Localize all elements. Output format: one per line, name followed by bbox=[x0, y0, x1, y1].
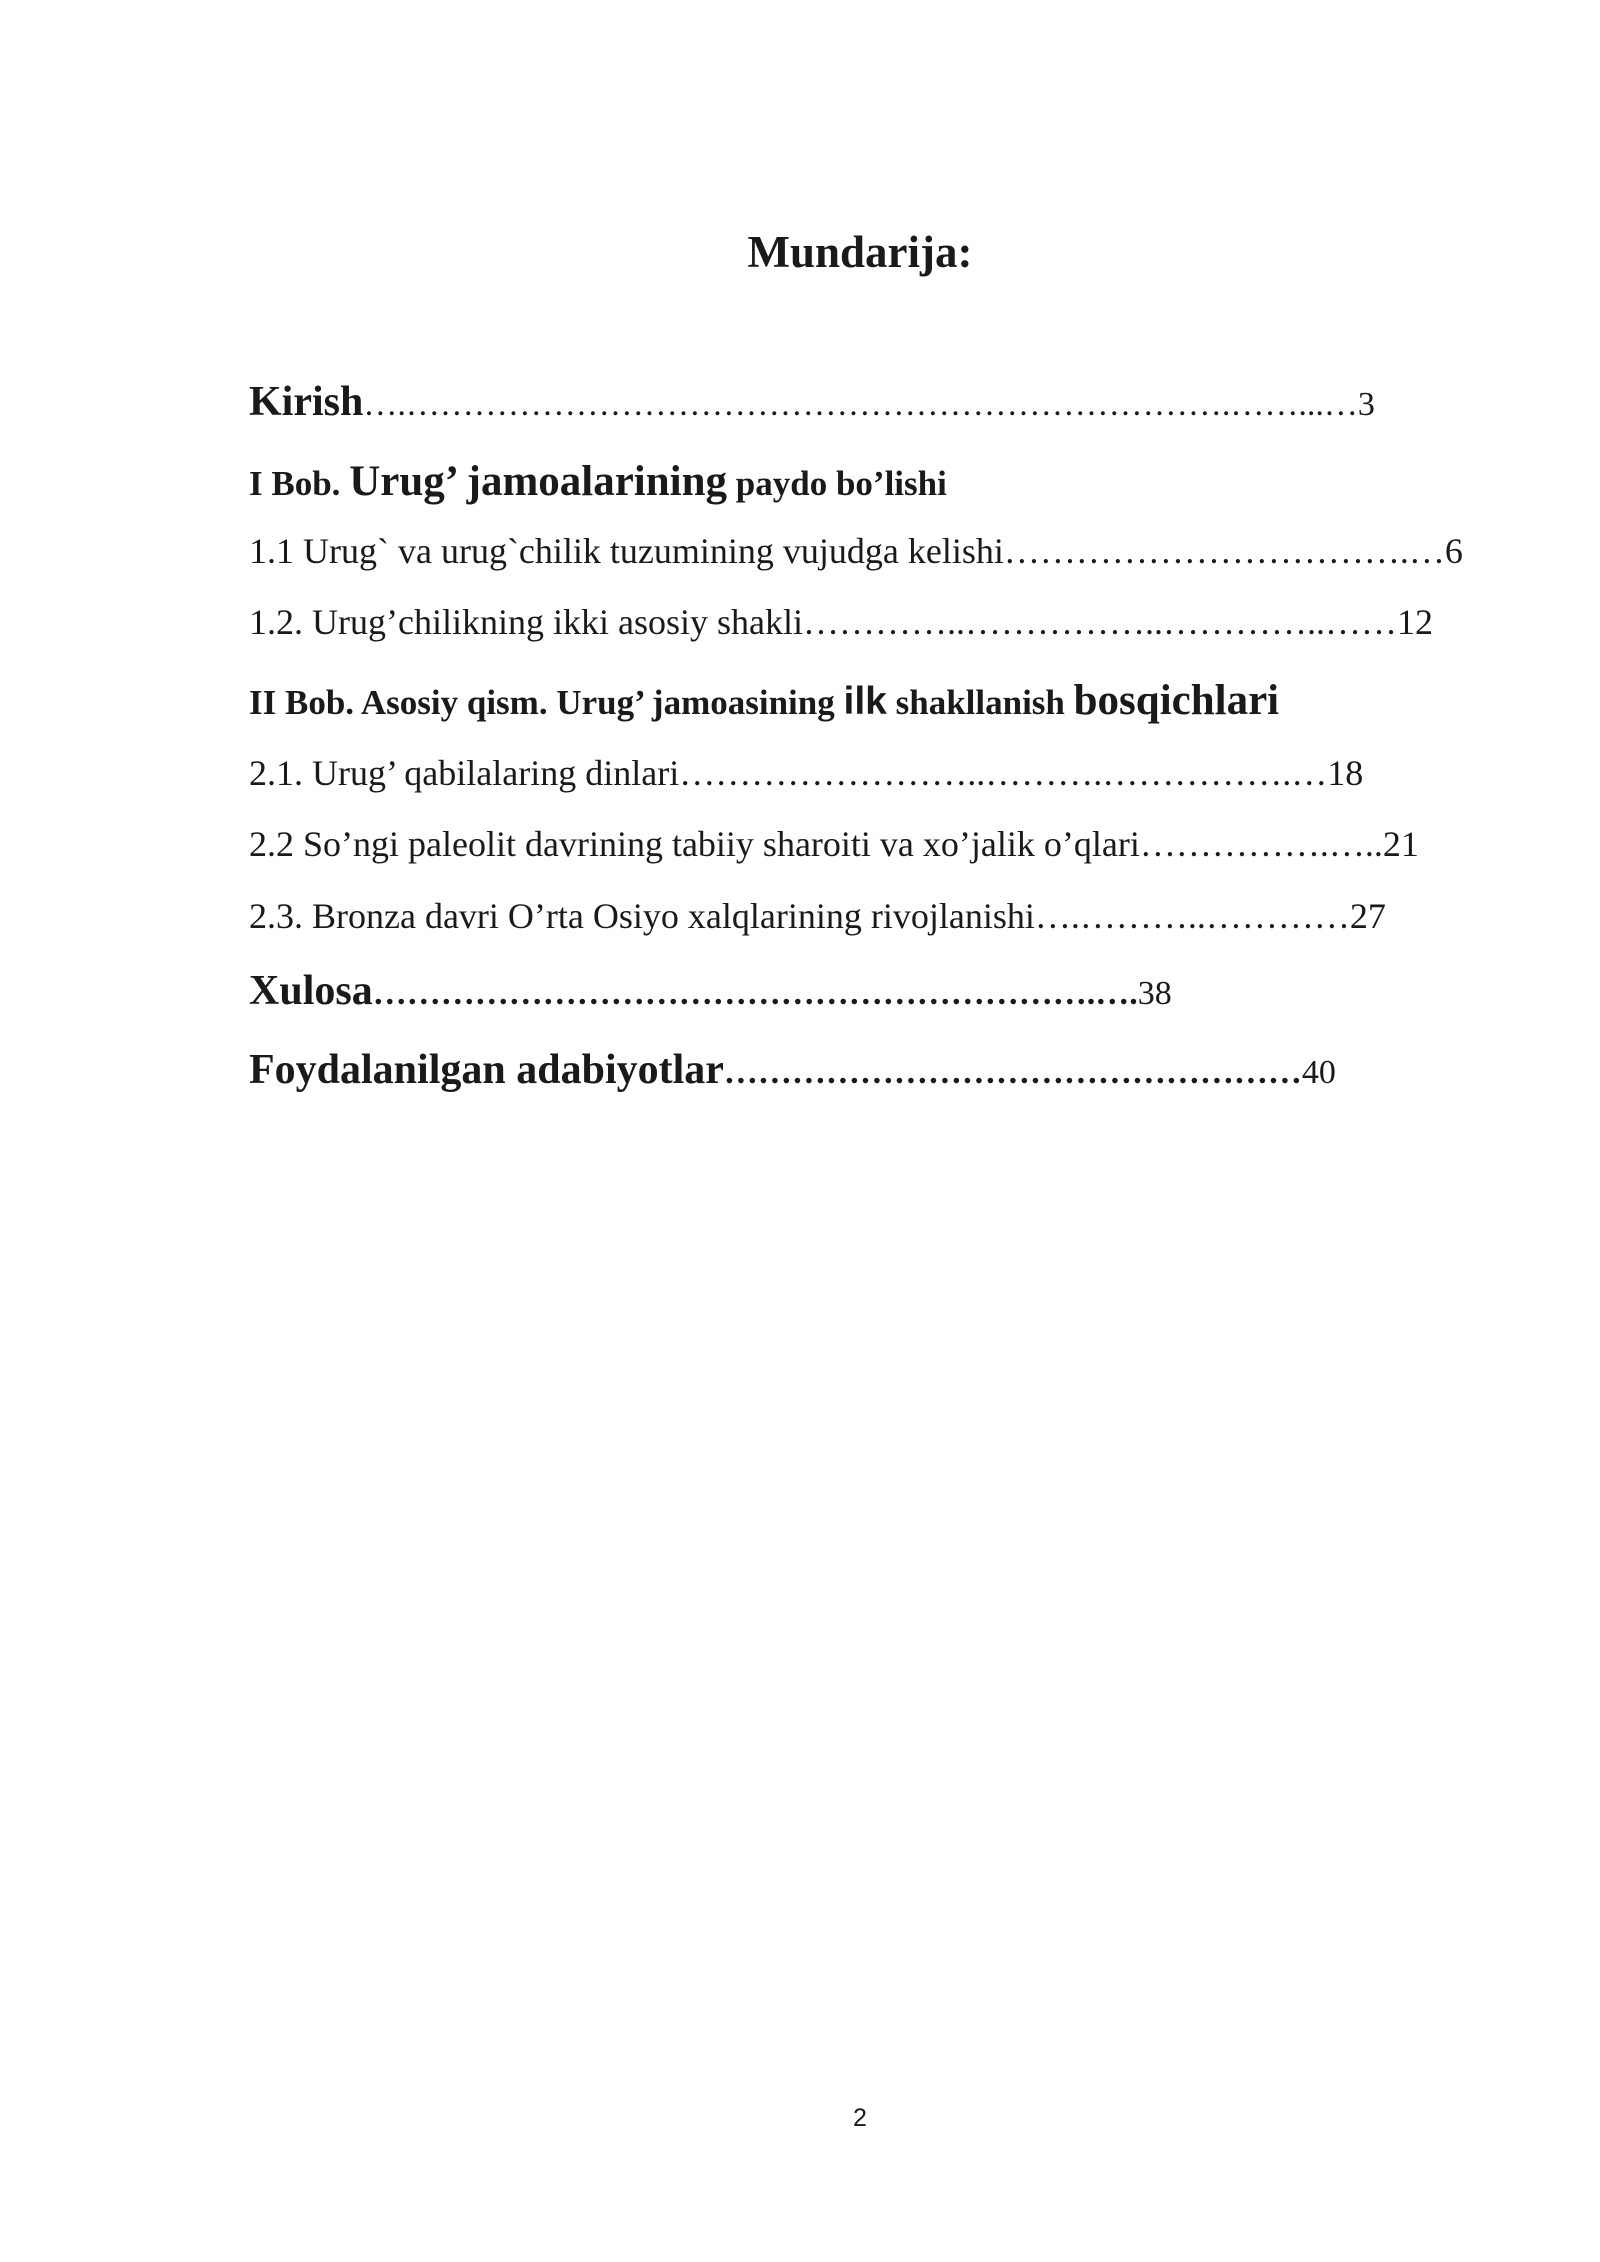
toc-leader-dots: ….……………………………………………………………….……...… bbox=[363, 386, 1358, 423]
toc-entry-1-1 bbox=[249, 530, 1463, 572]
toc-entry-2-3 bbox=[249, 895, 1386, 937]
toc-entry-label: 2.1. Urug’ qabilalaring dinlari bbox=[249, 753, 680, 793]
toc-page-number: 40 bbox=[1301, 1054, 1336, 1091]
toc-entry-label: 1.1 Urug` va urug`chilik tuzumining vujudga kelishi bbox=[249, 531, 1004, 571]
toc-chapter-1 bbox=[249, 457, 947, 506]
toc-entry-label: Kirish bbox=[249, 379, 364, 425]
toc-title: Mundarija: bbox=[747, 227, 973, 277]
toc-chapter-title: Urug’ jamoalarining bbox=[349, 458, 728, 505]
toc-entry-xulosa bbox=[249, 967, 1172, 1015]
toc-chapter-title-word: shakllanish bbox=[895, 683, 1065, 722]
toc-entry-kirish bbox=[249, 378, 1375, 426]
toc-chapter-title-word: ilk bbox=[843, 680, 887, 723]
toc-page-number: 27 bbox=[1349, 896, 1386, 936]
toc-page-number: 38 bbox=[1137, 975, 1172, 1012]
toc-leader-dots: ….………..………… bbox=[1034, 896, 1350, 936]
toc-entry-1-2 bbox=[249, 601, 1433, 643]
toc-chapter-label: II Bob. Asosiy qism. Urug’ jamoasining bbox=[249, 683, 835, 722]
toc-leader-dots: …………………………………………… bbox=[723, 1054, 1302, 1091]
toc-entry-label: 2.2 So’ngi paleolit davrining tabiiy sharoiti va xo’jalik o’qlari bbox=[249, 824, 1140, 864]
toc-leader-dots: ……………………………………………………….…. bbox=[372, 975, 1138, 1012]
toc-entry-2-1 bbox=[249, 752, 1363, 794]
toc-page-number: 18 bbox=[1327, 753, 1364, 793]
toc-leader-dots: …………….….. bbox=[1139, 824, 1383, 864]
toc-page-number: 12 bbox=[1396, 602, 1433, 642]
toc-leader-dots: ……………………..……….…………….… bbox=[679, 753, 1328, 793]
toc-page-number: 6 bbox=[1444, 531, 1463, 571]
toc-entry-label: Foydalanilgan adabiyotlar bbox=[249, 1047, 724, 1093]
toc-page-number: 3 bbox=[1357, 386, 1375, 423]
toc-entry-label: Xulosa bbox=[249, 968, 373, 1014]
toc-chapter-title-end: paydo bo’lishi bbox=[735, 464, 947, 503]
toc-chapter-2 bbox=[249, 676, 1279, 725]
toc-chapter-title-end: bosqichlari bbox=[1073, 677, 1280, 724]
toc-leader-dots: …………..……………..…………..…… bbox=[802, 602, 1397, 642]
toc-leader-dots: …………………………….… bbox=[1003, 531, 1445, 571]
toc-chapter-label: I Bob. bbox=[249, 464, 341, 503]
toc-entry-label: 2.3. Bronza davri O’rta Osiyo xalqlarining rivojlanishi bbox=[249, 896, 1035, 936]
toc-entry-adabiyotlar bbox=[249, 1046, 1336, 1094]
toc-page-number: 21 bbox=[1382, 824, 1419, 864]
toc-entry-2-2 bbox=[249, 823, 1419, 865]
toc-entry-label: 1.2. Urug’chilikning ikki asosiy shakli bbox=[249, 602, 803, 642]
page-number: 2 bbox=[853, 2104, 867, 2132]
